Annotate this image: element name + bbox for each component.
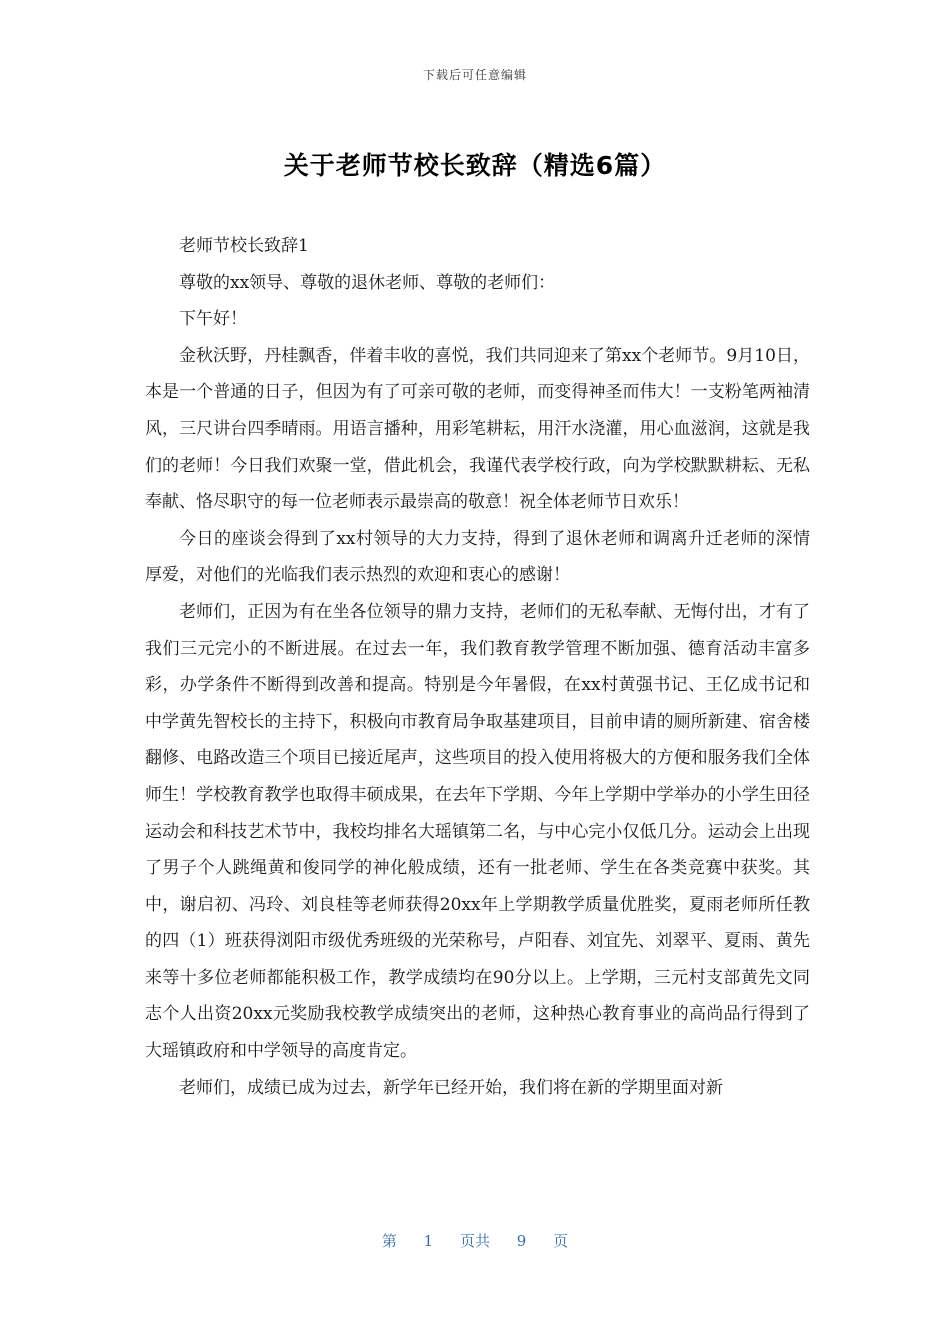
- page-number: 1: [423, 1232, 434, 1250]
- page-footer-middle: 页共: [459, 1232, 490, 1250]
- page-footer-prefix: 第: [381, 1232, 397, 1250]
- page-footer: [0, 1230, 950, 1251]
- document-body: [145, 228, 810, 1106]
- salutation: 尊敬的xx领导、尊敬的退休老师、尊敬的老师们：: [179, 272, 556, 293]
- page-footer-suffix: 页: [553, 1232, 569, 1250]
- body-paragraph: 老师们，成绩已成为过去，新学年已经开始，我们将在新的学期里面对新: [179, 1077, 723, 1098]
- greeting: 下午好！: [179, 309, 247, 330]
- page-total: 9: [516, 1232, 527, 1250]
- header-note: 下载后可任意编辑: [422, 68, 527, 82]
- document-title: 关于老师节校长致辞（精选6篇）: [283, 151, 667, 180]
- body-paragraph: 今日的座谈会得到了xx村领导的大力支持，得到了退休老师和调离升迁老师的深情厚爱，对他们的光临我们表示热烈的欢迎和衷心的感谢！: [145, 528, 810, 586]
- body-paragraph: 老师们，正因为有在坐各位领导的鼎力支持，老师们的无私奉献、无悔付出，才有了我们三元完小的不断进展。在过去一年，我们教育教学管理不断加强、德育活动丰富多彩，办学条件不断得到改善和提高。特别是今年暑假，在xx村黄强书记、王亿成书记和中学黄先智校长的主持下，积极向市教育局争取基建项目，目前申请的厕所新建、宿舍楼翻修、电路改造三个项目已接近尾声，这些项目的投入使用将极大的方便和服务我们全体师生！学校教育教学也取得丰硕成果，在去年下学期、今年上学期中学举办的小学生田径运动会和科技艺术节中，我校均排名大瑶镇第二名，与中心完小仅低几分。运动会上出现了男子个人跳绳黄和俊同学的神化般成绩，还有一批老师、学生在各类竞赛中获奖。其中，谢启初、冯玲、刘良桂等老师获得20xx年上学期教学质量优胜奖，夏雨老师所任教的四（1）班获得浏阳市级优秀班级的光荣称号，卢阳春、刘宜先、刘翠平、夏雨、黄先来等十多位老师都能积极工作，教学成绩均在90分以上。上学期，三元村支部黄先文同志个人出资20xx元奖励我校教学成绩突出的老师，这种热心教育事业的高尚品行得到了大瑶镇政府和中学领导的高度肯定。: [145, 601, 810, 1062]
- body-paragraph: 金秋沃野，丹桂飘香，伴着丰收的喜悦，我们共同迎来了第xx个老师节。9月10日，本是一个普通的日子，但因为有了可亲可敬的老师，而变得神圣而伟大！一支粉笔两袖清风，三尺讲台四季晴雨。用语言播种，用彩笔耕耘，用汗水浇灌，用心血滋润，这就是我们的老师！今日我们欢聚一堂，借此机会，我谨代表学校行政，向为学校默默耕耘、无私奉献、恪尽职守的每一位老师表示最崇高的敬意！祝全体老师节日欢乐！: [145, 345, 810, 513]
- section-heading: 老师节校长致辞1: [179, 236, 309, 256]
